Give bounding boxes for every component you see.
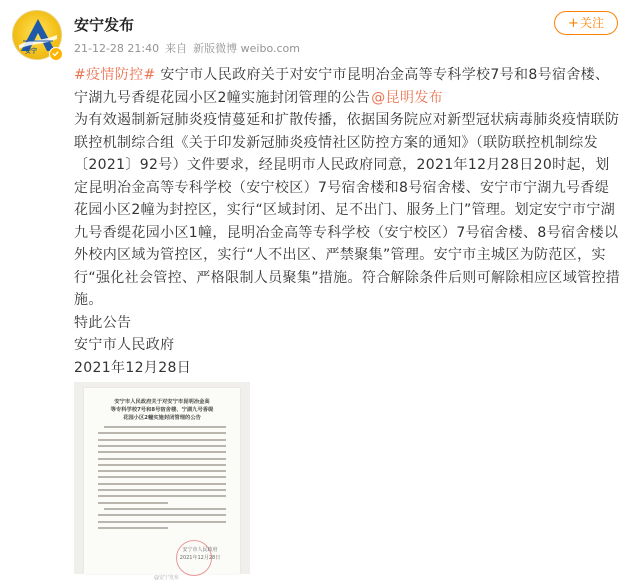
- notice-text-line: [98, 464, 226, 466]
- notice-text-line: [98, 432, 226, 434]
- post-headline: 安宁市人民政府关于对安宁市昆明冶金高等专科学校7号和8号宿舍楼、宁湖九号香缇花园小区2幢实施封闭管理的公告: [74, 67, 610, 106]
- verified-badge-icon: [49, 47, 63, 61]
- notice-text-line: [98, 476, 226, 478]
- post-source[interactable]: 新版微博 weibo.com: [193, 42, 300, 55]
- notice-text-line: [98, 445, 226, 447]
- notice-text-line: [98, 483, 226, 485]
- post-closing: 特此公告: [74, 314, 132, 331]
- notice-text-line: [98, 502, 168, 504]
- notice-footer-org: 安宁市人民政府: [182, 547, 218, 553]
- notice-title-line: 等专科学校7号和8号宿舍楼、宁湖九号香缇: [110, 407, 214, 413]
- follow-button[interactable]: [554, 11, 618, 35]
- post-content: [74, 64, 622, 379]
- post-meta: [74, 40, 306, 56]
- topic-link[interactable]: #疫情防控#: [74, 67, 156, 83]
- notice-text-line: [98, 527, 168, 529]
- post-signature: 安宁市人民政府: [74, 337, 175, 353]
- notice-text-line: [98, 439, 226, 441]
- notice-footer-date: 2021年12月28日: [179, 555, 221, 561]
- notice-text-line: [98, 451, 226, 453]
- mention-text: @昆明发布: [371, 89, 444, 106]
- source-prefix: 来自: [165, 42, 188, 55]
- notice-text-line: [98, 495, 226, 497]
- notice-title: [98, 398, 226, 422]
- plus-icon: +: [568, 16, 579, 31]
- notice-text-line: [98, 514, 226, 516]
- notice-title-line: 安宁市人民政府关于对安宁市昆明冶金高: [114, 399, 210, 405]
- post-body: 为有效遏制新冠肺炎疫情蔓延和扩散传播，依据国务院应对新型冠状病毒肺炎疫情联防联控机制综合组《关于印发新冠肺炎疫情社区防控方案的通知》（联防联控机制综发〔2021〕92号）文件要求，经昆明市人民政府同意，2021年12月28日20时起，划定昆明冶金高等专科学校（安宁校区）7号宿舍楼和8号宿舍楼、安宁市宁湖九号香缇花园小区2幢为封控区，实行“区域封闭、足不出门、服务上门”管理。划定安宁市宁湖九号香缇花园小区1幢，昆明冶金高等专科学校（安宁校区）7号宿舍楼、8号宿舍楼以外校内区域为管控区，实行“人不出区、严禁聚集”管理。安宁市主城区为防范区，实行“强化社会管控、严格限制人员聚集”措施。符合解除条件后则可解除相应区域管控措施。: [74, 112, 621, 308]
- notice-text-line: [98, 521, 226, 523]
- attached-notice-image[interactable]: [74, 382, 250, 581]
- notice-title-line: 花园小区2幢实施封闭管理的公告: [123, 415, 201, 421]
- account-name[interactable]: 安宁发布: [74, 16, 135, 34]
- notice-text-line: [98, 470, 226, 472]
- watermark: @安宁发布: [154, 575, 180, 581]
- notice-document: [84, 388, 240, 581]
- post-headline-paragraph: [74, 64, 622, 109]
- post-header: [12, 10, 618, 60]
- post-timestamp[interactable]: 21-12-28 21:40: [74, 42, 160, 55]
- notice-text-line: [98, 489, 226, 491]
- avatar-label: 安宁: [25, 48, 38, 55]
- follow-label: 关注: [579, 16, 604, 30]
- notice-text-line: [98, 458, 226, 460]
- mention-link[interactable]: [370, 90, 443, 106]
- post-date: 2021年12月28日: [74, 359, 192, 376]
- notice-text-line: [104, 508, 226, 510]
- notice-text-line: [104, 426, 226, 428]
